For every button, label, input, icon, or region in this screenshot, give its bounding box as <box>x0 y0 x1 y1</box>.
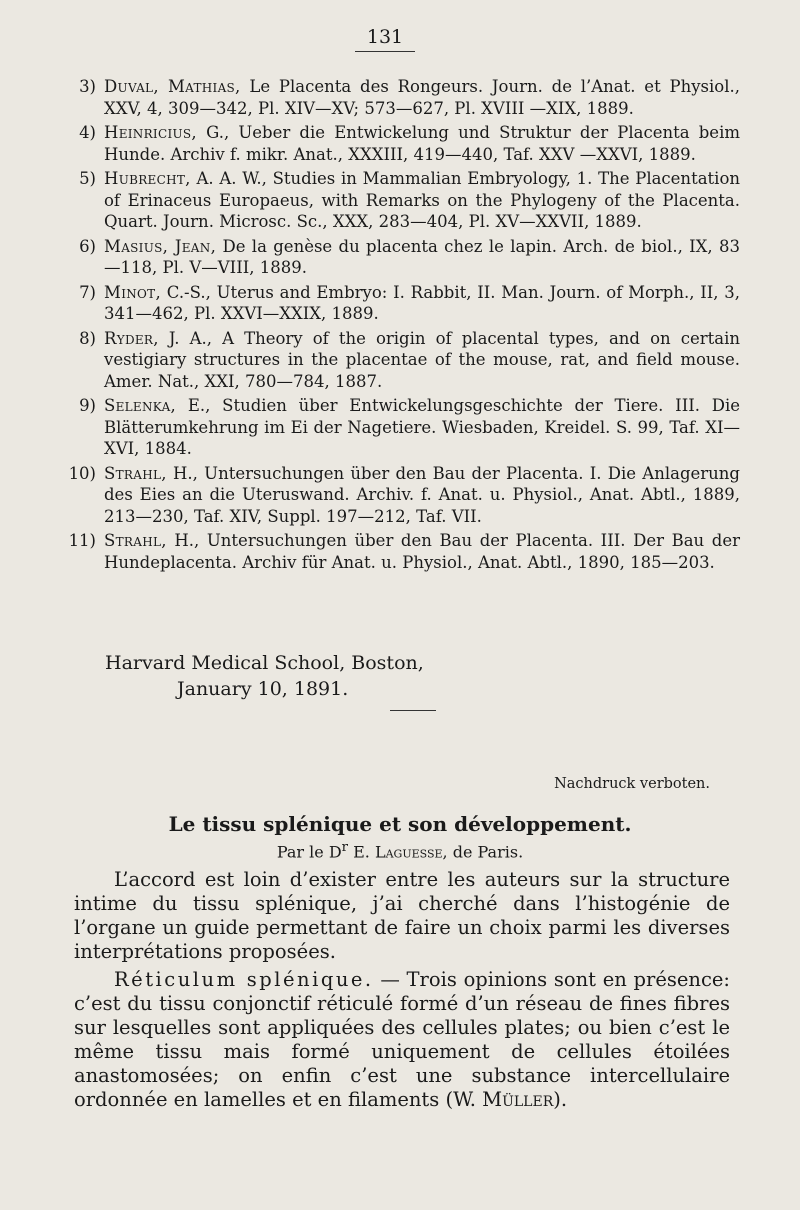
article-title: Le tissu splénique et son développement. <box>168 812 632 836</box>
reference-text: De la genèse du placenta chez le lapin. Arch. de biol., IX, 83—118, Pl. V—VIII, 1889. <box>104 236 741 277</box>
section-heading: Réticulum splénique. <box>114 968 374 991</box>
author-name: E. Laguesse, <box>348 842 448 862</box>
reprint-notice: Nachdruck verboten. <box>554 776 710 792</box>
reference-text: A. A. W., Studies in Mammalian Embryology, 1. The Placentation of Erinaceus Europaeus, with Remarks on the Phylogeny of the Placenta. Quart. Journ. Microsc. Sc., XXX, 283—404, Pl. XV—XXVII, 1889. <box>104 169 740 231</box>
reference-item <box>60 236 740 279</box>
paragraph-end: ). <box>553 1088 568 1111</box>
reference-text: Le Placenta des Rongeurs. Journ. de l’Anat. et Physiol., XXV, 4, 309—342, Pl. XIV—XV; 573—627, Pl. XVIII —XIX, 1889. <box>104 77 740 118</box>
article-byline <box>0 840 800 861</box>
reference-number: 11) <box>68 531 96 550</box>
reference-author: Heinricius, <box>104 123 197 142</box>
reference-text: G., Ueber die Entwickelung und Struktur der Placenta beim Hunde. Archiv f. mikr. Anat., XXXIII, 419—440, Taf. XXV —XXVI, 1889. <box>104 123 740 164</box>
reference-text: H., Untersuchungen über den Bau der Placenta. I. Die Anlagerung des Eies an die Uteruswand. Archiv. f. Anat. u. Physiol., Anat. Abtl., 1889, 213—230, Taf. XIV, Suppl. 197—212, Taf. VII. <box>104 463 740 526</box>
reference-number: 8) <box>79 328 96 348</box>
page-number: 131 <box>355 26 415 52</box>
reference-number: 10) <box>68 463 96 483</box>
cited-author: Müller <box>482 1088 554 1111</box>
reference-item <box>60 282 740 325</box>
reference-author: Strahl, <box>104 463 167 483</box>
reference-number: 4) <box>79 123 96 142</box>
article-body <box>74 868 730 1116</box>
reference-author: Minot, <box>104 282 162 302</box>
reference-item <box>60 168 740 233</box>
reference-text: E., Studien über Entwickelungsgeschichte der Tiere. III. Die Blätterumkehrung im Ei der Nagetiere. Wiesbaden, Kreidel. S. 99, Taf. XI—XVI, 1884. <box>104 396 740 458</box>
reference-list <box>60 76 740 576</box>
paragraph <box>74 968 730 1112</box>
affiliation-date: January 10, 1891. <box>177 678 349 700</box>
reference-item <box>60 395 740 460</box>
affiliation-line: Harvard Medical School, Boston, <box>105 652 424 674</box>
reference-author: Hubrecht, <box>104 169 191 188</box>
reference-author: Selenka, <box>104 396 177 415</box>
reference-text: C.-S., Uterus and Embryo: I. Rabbit, II. Man. Journ. of Morph., II, 3, 341—462, Pl. XXVI—XXIX, 1889. <box>104 282 740 323</box>
byline-suffix: de Paris. <box>447 842 524 862</box>
reference-number: 3) <box>79 77 96 96</box>
reference-number: 5) <box>79 169 96 188</box>
reference-item <box>60 122 740 165</box>
reference-number: 9) <box>79 396 96 415</box>
paragraph: L’accord est loin d’exister entre les auteurs sur la structure intime du tissu splénique, j’ai cherché dans l’histogénie de l’organe un guide permettant de faire un choix parmi les diverses interprétations proposées. <box>74 868 730 963</box>
reference-number: 6) <box>79 236 96 256</box>
reference-item <box>60 76 740 119</box>
reference-author: Strahl, <box>104 531 167 550</box>
paragraph-text: — Trois opinions sont en présence: c’est du tissu conjonctif réticulé formé d’un réseau de fines fibres sur lesquelles sont appliquées des cellules plates; ou bien c’est le même tissu mais formé uniquement de cellules étoilées anastomosées; on enfin c’est une substance intercellulaire ordonnée en lamelles et en filaments (W. <box>74 968 730 1111</box>
affiliation <box>105 650 424 702</box>
reference-author: Masius, Jean, <box>104 236 217 256</box>
reference-number: 7) <box>79 282 96 302</box>
reference-item <box>60 328 740 393</box>
reference-item <box>60 530 740 573</box>
reference-text: J. A., A Theory of the origin of placental types, and on certain vestigiary structures in the placentae of the mouse, rat, and field mouse. Amer. Nat., XXI, 780—784, 1887. <box>104 328 740 391</box>
byline-superscript: r <box>341 840 349 855</box>
reference-text: H., Untersuchungen über den Bau der Placenta. III. Der Bau der Hundeplacenta. Archiv für Anat. u. Physiol., Anat. Abtl., 1890, 185—203. <box>104 531 740 572</box>
reference-author: Duval, Mathias, <box>104 77 241 96</box>
section-divider <box>390 710 436 711</box>
byline-prefix: Par le D <box>276 842 342 862</box>
reference-author: Ryder, <box>104 328 159 348</box>
reference-item <box>60 463 740 528</box>
